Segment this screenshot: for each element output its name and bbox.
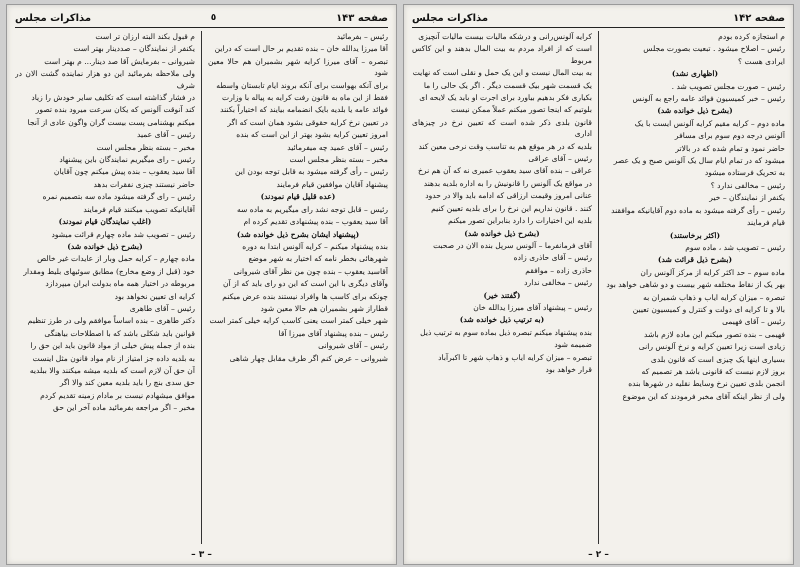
text-line: رئیس – تصویب شد ماده چهارم قرائت میشود	[51, 229, 195, 239]
left-page-columns	[15, 31, 388, 544]
text-line: پیشنهاد آقایان موافقین قیام فرمایند	[276, 179, 388, 189]
text-line: رئیس – مخالفی ندارد	[524, 278, 592, 288]
text-line: حق سدی بنچ را باید بلدیه معین کند والا اگر	[59, 378, 195, 388]
text-line: قوانین باید شکلی باشد که با اصطلاحات بیاهنگی	[44, 328, 195, 338]
text-line: آقا سید یعقوب – بنده پیشنهادی تقدیم کرده ام	[243, 217, 388, 227]
text-line: بروز لازم نیست که قانونی باشد هر تصمیم که	[641, 366, 785, 376]
text-line: تبصره – میزان کرایه ایاب و ذهاب شمیران به	[643, 292, 785, 302]
right-page-header	[412, 9, 785, 28]
text-line: موافق میشهادم نیست بر مادام زمینه تقدیم کردم	[40, 390, 195, 400]
text-line: تبصره – میزان کرایه ایاب و ذهاب شهر تا اکبرآباد	[438, 352, 592, 362]
text-line: رئیس – رای گرفته میشود ماده سه بتصمیم نمره	[42, 192, 195, 202]
text-line: رئیس – آقای شیروانی	[318, 341, 388, 351]
text-line: بسیاری اینها یک چیزی است که قانون بلدی	[650, 354, 785, 364]
text-line: بلدیه که در هر موقع هم به تناسب وقت نرخی معین کند	[418, 141, 592, 151]
text-line: تبصره – آقای میرزا کرایه شهر بشمیران هم حالا معین شود	[208, 56, 388, 78]
text-line: آقا میرزا یدالله خان – بنده تقدیم بر حال است که دراین	[214, 44, 388, 54]
right-page-columns	[412, 31, 785, 544]
text-line: فهیمی – بنده تصور میکنم این ماده لازم باشد	[643, 329, 785, 339]
text-line: (بشرح ذیل خوانده شد)	[464, 228, 540, 238]
text-line: خود (قبل از وضع مخارج) مطابق سوئیهای بلیط ومقدار	[23, 266, 195, 276]
right-page	[403, 4, 794, 565]
left-page	[6, 4, 397, 565]
text-line: حاضر نیستند چیزی نفقرات بدهد	[93, 179, 195, 189]
text-line: بالا و تا کرایه ای دولت و کنترل و کمیسیون تعیین	[632, 304, 785, 314]
text-line: رئیس – بنده پیشنهاد آقای میرزا آقا	[278, 328, 388, 338]
text-line: قیام فرمایند	[747, 218, 785, 228]
right-page-footer: – ۲ –	[588, 550, 609, 560]
text-line: ولی ملاحظه بفرمائید این دو هزار نماینده گشت الان در شرف	[15, 69, 195, 90]
text-line: آقا سید یعقوب – بنده پیش میکنم چون آقایان	[53, 167, 195, 177]
left-page-mid-mark: ٥	[210, 13, 217, 23]
text-line: زیادی است زیرا تعیین کرایه و نرخ آلونس رانی	[638, 342, 785, 352]
text-line: کنند . قانون نداریم این نرخ را برای بلدیه تعیین کنیم	[431, 203, 592, 213]
left-page-outer-column	[15, 31, 195, 544]
text-line: (بشرح ذیل خوانده شد)	[657, 106, 733, 116]
text-line: رئیس – پیشنهاد آقای میرزا یدالله خان	[473, 302, 592, 312]
text-line: ماده چهارم – کرایه حمل وبار از عایدات غیر خالص	[37, 254, 195, 264]
text-line: یک قسمت شهر بیک قسمت دیگر . اگر یک حالی را ما	[423, 80, 592, 90]
text-line: م استجازه کرده بودم	[718, 32, 785, 41]
left-page-inner-column	[208, 31, 388, 544]
text-line: رئیس – آقای طاهری	[129, 303, 195, 313]
text-line: ماده سوم – حد اکثر کرایه از مرکز آلونس ران	[640, 267, 785, 277]
text-line: کند آنوقت آلونس که یکان سرعت میرود بنده تصور	[35, 105, 195, 115]
text-line: در تعیین نرخ کرایه حقوقی بشود همان است که اگر	[227, 117, 388, 127]
text-line: رئیس – صورت مجلس تصویب شد .	[671, 81, 785, 91]
text-line: به بیت المال نیست و این یک حمل و نقلی است که نهایت	[412, 68, 592, 78]
text-line: رئیس – آقای عمید	[137, 130, 195, 140]
text-line: قانون بلدی ذکر شده است که تعیین نرخ در چیزهای اداری	[412, 117, 592, 139]
book-spread	[6, 4, 794, 563]
text-line: برای آنکه بهواست برای آنکه بروند ایام تابستان واسطه	[216, 80, 388, 90]
text-line: م قبول بکند البته ارزان تر است	[95, 32, 195, 41]
text-line: (اکثر برخاستند)	[669, 230, 721, 240]
right-page-title: مذاکرات مجلس	[412, 12, 489, 24]
right-page-number: صفحه ۱۴۲	[733, 12, 785, 24]
text-line: ایرادی هست ؟	[738, 56, 785, 66]
text-line: بهر یک از نقاط مختلفه شهر بیست و دو شاهی خواهد بود	[606, 280, 785, 290]
text-line: است که از افراد مردم به بیت المال بدهند و این کاکس مربوط	[412, 44, 592, 65]
text-line: یکنفر از نمایندگان – صددینار بهتر است	[73, 44, 195, 54]
text-line: یکنفر از نمایندگان – خیر	[709, 193, 785, 203]
text-line: (به ترتیب ذیل خوانده شد)	[459, 315, 545, 325]
text-line: میکنم بهشنامی پست بیست گران واگون عادی از آنجا	[27, 117, 195, 127]
text-line: مربوطه در اختیار همه ماه بدولت ایران میپردازد	[45, 279, 195, 289]
right-page-inner-column	[412, 31, 592, 544]
text-line: آقاسید یعقوب – بنده چون من نظر آقای شیروانی	[233, 266, 388, 276]
text-line: (اغلب نمایندگان قیام نمودند)	[58, 217, 152, 227]
column-divider	[598, 31, 599, 544]
text-line: قطاراز شهر بشمیران هم حالا معین شود	[260, 303, 388, 313]
text-line: رئیس – قابل توجه نشد رای میگیریم به ماده سه	[236, 204, 388, 214]
text-line: رئیس – آقای عراقی	[528, 154, 592, 164]
text-line: بنده پیشنهاد میکنم – کرایه آلونس ابتدا به دوره	[242, 241, 388, 251]
text-line: (عده قلیل قیام نمودند)	[260, 192, 336, 202]
text-line: بلدیه این اختیارات را دارد بنابراین تصور میکنم	[448, 216, 592, 226]
text-line: انجمن بلدی تعیین نرخ وسایط نقلیه در شهرها بنده	[628, 379, 785, 389]
text-line: رئیس – رأی گرفته میشود به قابل توجه بودن این	[234, 167, 388, 177]
text-line: آن حق آن لازم است که بلدیه میشه میکنند والا ببلدیه	[29, 365, 195, 375]
text-line: میشود که در تمام ایام سال یک آلونس صبح و یک عصر	[613, 156, 785, 166]
text-line: (بشرح ذیل قرائت شد)	[657, 255, 733, 265]
text-line: چونکه برای کاسب ها وافراد نیستند بنده عرض میکنم	[222, 291, 388, 301]
text-line: رئیس – مخالفی ندارد ؟	[710, 180, 785, 190]
text-line: ضمیمه شود	[554, 340, 592, 350]
text-line: رئیس – رأی گرفته میشود به ماده دوم آقایانیکه موافقند	[611, 205, 785, 215]
text-line: رئیس – بفرمائید	[336, 32, 388, 41]
text-line: آقای فرمانفرما – آلونس سرپل بنده الان در صحبت	[433, 240, 592, 250]
text-line: شیروانی – عرض کنم اگر طرف مقابل چهار شاهی	[229, 353, 388, 363]
text-line: بکیاری فکر بدهیم بیاورد برای اجرت او باید یک لایحه ای	[419, 93, 592, 103]
text-line: کرایه ای تعیین نخواهد بود	[114, 291, 195, 301]
text-line: ماده دوم – کرایه مقیم کرایه آلونس ایست با یک	[634, 118, 785, 128]
text-line: رئیس – آقای حاذری زاده	[513, 253, 592, 263]
text-line: شیروانی – بفرمایش آقا صد دینار... م بهتر است	[44, 56, 195, 66]
text-line: حاذری زاده – موافقم	[525, 265, 592, 275]
text-line: به تحریک فرستاده میشود	[704, 168, 785, 178]
text-line: مخبر – اگر مراجعه بفرمائید ماده آخر این حق	[53, 403, 195, 413]
text-line: امروز تعیین کرایه بشود بهتر از این است که بنده	[236, 130, 388, 140]
text-line: (پیشنهاد ایشان بشرح ذیل خوانده شد)	[236, 229, 360, 239]
text-line: عنانی امروز وقیمت ارزاقی که ادامه باید والا در حدود	[425, 191, 592, 201]
text-line: فوائد عامه یا بلدیه بایک انضمامه بیایند که اختیاراً بکنند	[220, 105, 388, 115]
text-line: رئیس – رای میگیریم نمایندگان باین پیشنهاد	[59, 155, 195, 165]
text-line: مخبر – بسته بنظر مجلس است	[289, 155, 388, 165]
text-line: شهرهائی بخطر نامه که اختیار به شهر موضع	[248, 254, 388, 264]
text-line: به بلدیه داده جز امتیاز از نام مواد قانون مثل اینست	[32, 353, 195, 363]
right-page-outer-column	[605, 31, 785, 544]
text-line: (اظهاری نشد)	[671, 69, 719, 79]
left-page-title: مذاکرات مجلس	[15, 12, 92, 24]
text-line: رئیس – آقای فهیمی	[722, 317, 785, 327]
text-line: مخبر – بسته بنظر مجلس است	[96, 142, 195, 152]
text-line: فقط از این ماه به قانون رفت کرایه به پیاله با وزارت	[222, 93, 388, 103]
text-line: شهر خیلی کمتر است یعنی کاسب کرایه خیلی کمتر است	[209, 316, 388, 326]
text-line: (بشرح ذیل خوانده شد)	[67, 241, 143, 251]
left-page-footer: – ۳ –	[191, 550, 212, 560]
left-page-number: صفحه ۱۴۳	[336, 12, 388, 24]
text-line: رئیس – اصلاح میشود . تبعیت بصورت مجلس	[643, 44, 785, 54]
text-line: آقایانیکه تصویب میکنند قیام فرمایند	[83, 204, 195, 214]
text-line: کرایه آلونس‌رانی و درشکه مالیات بیست مالیات آنچیزی	[418, 32, 592, 41]
text-line: بنده از جمله پیش خیلی از مواد قانون باید این حق را	[30, 341, 195, 351]
text-line: در مواقع یک آلونس را قانونیش را به اداره بلدیه بدهند	[423, 178, 592, 188]
text-line: حاضر نمود و تمام شده که در بالاتر	[675, 143, 785, 153]
text-line: رئیس – خبر کمیسیون فوائد عامه راجع به آلونس	[632, 94, 785, 104]
text-line: قرار خواهد بود	[545, 364, 592, 374]
text-line: بلوتیم که اینجا تصور میکنم عملاً ممکن نیست	[450, 105, 592, 115]
text-line: ولی از نظر اینکه آقای مخبر فرمودند که این موضوع	[622, 391, 785, 401]
text-line: رئیس – آقای عمید چه میفرمائید	[287, 142, 388, 152]
left-page-header	[15, 9, 388, 28]
text-line: وآقای دیگری با این است که این دو رای باید که از آن	[223, 279, 388, 289]
text-line: رئیس – تصویب شد ، ماده سوم	[685, 242, 785, 252]
column-divider	[201, 31, 202, 544]
text-line: عراقی – بنده آقای سید یعقوب عمیری نه که آن هم نرخ	[417, 166, 592, 176]
text-line: بنده پیشنهاد میکنم تبصره ذیل بماده سوم به ترتیب ذیل	[420, 327, 592, 337]
text-line: آلونس درجه دوم سوم برای مسافر	[674, 131, 785, 141]
text-line: در فشار گذاشته است که تکلیف سایر خودش را زیاد	[31, 93, 195, 103]
text-line: دکتر طاهری – بنده اساساً موافقم ولی در طرز تنظیم	[27, 316, 195, 326]
text-line: (گفتند خیر)	[483, 290, 521, 300]
